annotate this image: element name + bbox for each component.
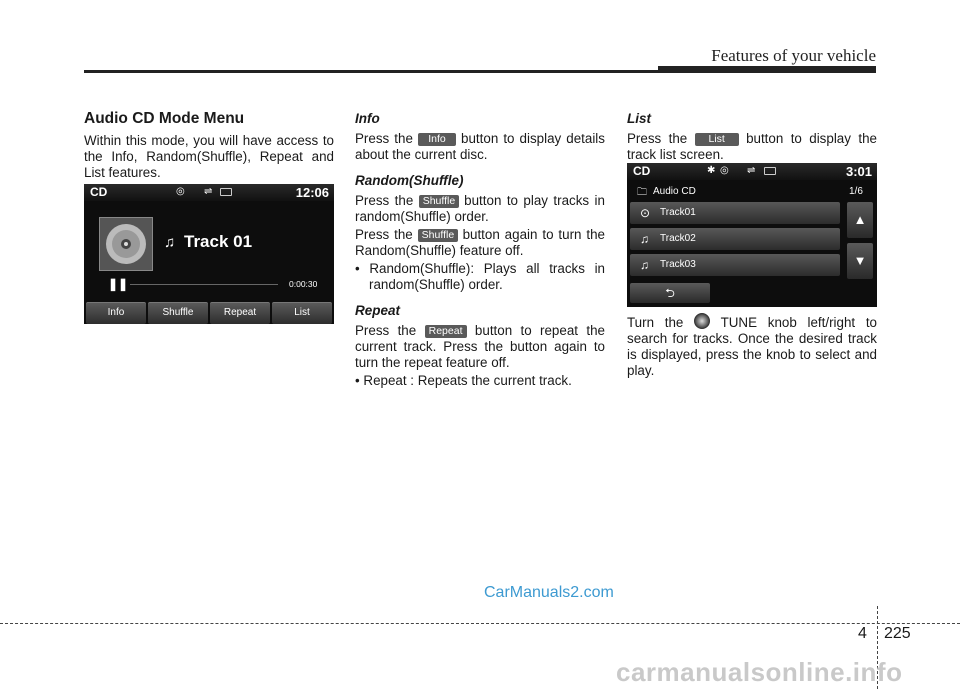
header-rule-thick [658,66,876,73]
column-3-lower [627,313,877,381]
shuffle-softkey[interactable]: Shuffle [148,302,208,324]
scroll-up-button[interactable]: ▲ [847,202,873,238]
section-title: Features of your vehicle [711,46,876,65]
cd-playback-screen [84,184,334,324]
watermark-text: carmanualsonline.info [616,657,903,687]
text: button again to turn the Random(Shuffle) feature off. [355,227,605,258]
shuffle-heading: Random(Shuffle) [355,173,464,188]
track-name: Track02 [660,233,696,244]
folder-icon: 🗀 [637,187,647,198]
music-note-icon: ♫ [640,232,649,246]
status-bar [627,163,877,180]
page-number: 225 [884,625,911,642]
back-icon: ⮌ [665,286,675,300]
status-bar [84,184,334,201]
tune-paragraph [627,313,877,379]
aux-icon [220,188,232,196]
info-button-label: Info [418,133,456,146]
shuffle-button-label: Shuffle [419,195,459,208]
pause-icon[interactable]: ❚❚ [108,277,129,291]
list-item[interactable] [630,202,840,224]
text: button to repeat the current track. Press the button again to turn the repeat feature off. [355,323,605,370]
track-name: Track03 [660,259,696,270]
text: Press the [355,193,414,208]
repeat-paragraph [355,323,605,371]
usb-icon: ⇌ [204,186,213,197]
column-1 [84,111,334,183]
music-note-icon: ♫ [640,258,649,272]
list-heading: List [627,111,652,126]
info-softkey[interactable]: Info [86,302,146,324]
text: TUNE knob left/right to search for tracks. Once the desired track is displayed, press the knob to select and play. [627,315,878,378]
progress-track[interactable] [130,284,278,285]
text: Turn the [627,315,684,330]
mode-label: CD [90,185,108,199]
bluetooth-icon: ✱ [707,165,716,176]
music-note-icon: ♫ [164,234,176,251]
shuffle-paragraph-1 [355,193,605,225]
footer-rule [0,623,960,624]
usb-icon: ⇌ [747,165,756,176]
info-paragraph [355,131,605,163]
elapsed-time: 0:00:30 [289,279,318,289]
clock: 3:01 [845,164,872,179]
text: button to play tracks in random(Shuffle) order. [355,193,605,224]
page-indicator: 1/6 [849,186,863,197]
disc-icon: ◎ [176,186,185,197]
aux-icon [764,167,776,175]
mode-label: CD [633,164,651,178]
text: Press the [355,227,413,242]
list-paragraph [627,131,877,163]
column-3 [627,111,877,165]
intro-paragraph: Within this mode, you will have access to the Info, Random(Shuffle), Repeat and List features. [84,133,334,180]
softkey-bar [84,302,334,324]
disc-art-icon [100,218,152,270]
text: Press the [355,323,417,338]
text: Press the [627,131,688,146]
track-title: Track 01 [184,232,253,251]
play-icon: ⊙ [640,206,651,220]
album-art [99,217,153,271]
scroll-down-button[interactable]: ▼ [847,243,873,279]
list-button-label: List [695,133,739,146]
tune-knob-icon [694,313,710,329]
chapter-number: 4 [858,625,867,642]
text: button to display details about the current disc. [355,131,605,162]
section-heading: Audio CD Mode Menu [84,110,245,127]
shuffle-paragraph-2 [355,227,605,259]
track-name: Track01 [660,207,696,218]
column-2 [355,111,605,391]
repeat-heading: Repeat [355,303,401,318]
text: button to display the track list screen. [627,131,877,162]
repeat-button-label: Repeat [425,325,467,338]
text: Press the [355,131,413,146]
disc-icon: ◎ [720,165,729,176]
repeat-bullet: • Repeat : Repeats the current track. [355,373,572,388]
shuffle-button-label: Shuffle [418,229,458,242]
repeat-softkey[interactable]: Repeat [210,302,270,324]
shuffle-bullet: • Random(Shuffle): Plays all tracks in random(Shuffle) order. [355,261,605,292]
watermark-link[interactable]: CarManuals2.com [484,584,614,601]
list-item[interactable] [630,228,840,250]
back-button[interactable] [630,283,710,303]
clock: 12:06 [295,185,329,200]
folder-name: Audio CD [653,186,696,197]
list-item[interactable] [630,254,840,276]
info-heading: Info [355,111,380,126]
track-list-screen [627,163,877,307]
list-softkey[interactable]: List [272,302,332,324]
